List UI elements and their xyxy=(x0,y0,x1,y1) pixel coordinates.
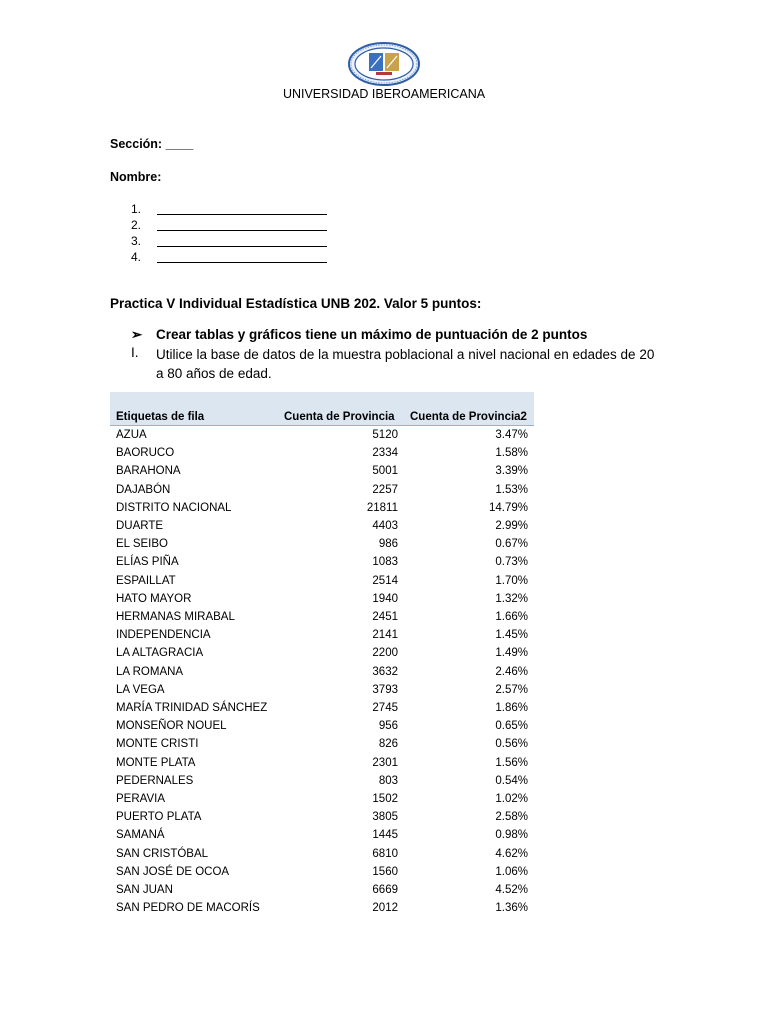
blank-line xyxy=(157,251,327,263)
percent-cell: 0.98% xyxy=(495,829,528,842)
percent-cell: 14.79% xyxy=(488,501,528,514)
province-cell: LA ROMANA xyxy=(116,665,184,678)
member-line xyxy=(131,233,327,249)
province-cell: DAJABÓN xyxy=(116,483,171,496)
table-row xyxy=(110,735,534,753)
province-cell: MONSEÑOR NOUEL xyxy=(116,720,227,733)
province-cell: BARAHONA xyxy=(116,465,181,478)
province-cell: MONTE CRISTI xyxy=(116,738,199,751)
table-row xyxy=(110,535,534,553)
item-text: Utilice la base de datos de la muestra poblacional a nivel nacional en edades de 20 a 80 años de edad. xyxy=(156,347,655,381)
count-cell: 826 xyxy=(378,738,398,751)
count-cell: 3805 xyxy=(372,811,398,824)
table-row xyxy=(110,845,534,863)
percent-cell: 4.62% xyxy=(495,847,528,860)
count-cell: 1940 xyxy=(372,592,398,605)
province-cell: INDEPENDENCIA xyxy=(116,629,211,642)
university-seal-logo xyxy=(347,41,421,87)
university-name: UNIVERSIDAD IBEROAMERICANA xyxy=(282,87,486,101)
blank-line xyxy=(157,235,327,247)
blank-line xyxy=(157,219,327,231)
percent-cell: 1.36% xyxy=(495,902,528,915)
province-cell: MARÍA TRINIDAD SÁNCHEZ xyxy=(116,702,268,715)
count-cell: 1560 xyxy=(372,865,398,878)
count-cell: 2257 xyxy=(372,483,398,496)
province-cell: ESPAILLAT xyxy=(116,574,176,587)
percent-cell: 1.45% xyxy=(495,629,528,642)
table-row xyxy=(110,808,534,826)
section-field-label: Sección: ____ xyxy=(110,137,194,151)
province-cell: EL SEIBO xyxy=(116,538,168,551)
province-cell: SAN PEDRO DE MACORÍS xyxy=(116,902,260,915)
member-number: 3. xyxy=(131,234,142,248)
table-row xyxy=(110,608,534,626)
province-cell: LA ALTAGRACIA xyxy=(116,647,204,660)
percent-cell: 0.54% xyxy=(495,774,528,787)
member-number: 1. xyxy=(131,202,142,216)
table-row xyxy=(110,663,534,681)
count-cell: 21811 xyxy=(366,501,398,514)
table-row xyxy=(110,863,534,881)
count-cell: 803 xyxy=(378,774,398,787)
member-line xyxy=(131,217,327,233)
province-cell: SAN JUAN xyxy=(116,884,173,897)
province-pivot-table xyxy=(110,392,534,917)
province-cell: BAORUCO xyxy=(116,447,175,460)
province-cell: SAMANÁ xyxy=(116,829,165,842)
province-cell: ELÍAS PIÑA xyxy=(116,556,179,569)
count-cell: 2514 xyxy=(372,574,398,587)
table-row xyxy=(110,444,534,462)
province-cell: MONTE PLATA xyxy=(116,756,196,769)
practice-title: Practica V Individual Estadística UNB 202. Valor 5 puntos: xyxy=(110,296,482,311)
instruction-item xyxy=(131,345,661,383)
percent-cell: 0.73% xyxy=(495,556,528,569)
count-cell: 3632 xyxy=(372,665,398,678)
percent-cell: 3.39% xyxy=(495,465,528,478)
table-row xyxy=(110,681,534,699)
table-row xyxy=(110,572,534,590)
name-field-label: Nombre: xyxy=(110,170,162,184)
table-row xyxy=(110,553,534,571)
table-row xyxy=(110,826,534,844)
table-row xyxy=(110,499,534,517)
column-header: Cuenta de Provincia xyxy=(278,392,404,426)
instruction-bullet xyxy=(131,327,587,343)
table-row xyxy=(110,462,534,480)
count-cell: 1445 xyxy=(372,829,398,842)
count-cell: 2301 xyxy=(372,756,398,769)
table-row xyxy=(110,899,534,917)
percent-cell: 2.46% xyxy=(495,665,528,678)
percent-cell: 1.02% xyxy=(495,793,528,806)
count-cell: 2012 xyxy=(372,902,398,915)
table-row xyxy=(110,426,534,445)
table-row xyxy=(110,881,534,899)
member-line xyxy=(131,201,327,217)
table-row xyxy=(110,481,534,499)
table-row xyxy=(110,626,534,644)
percent-cell: 0.65% xyxy=(495,720,528,733)
percent-cell: 2.58% xyxy=(495,811,528,824)
table-row xyxy=(110,772,534,790)
percent-cell: 4.52% xyxy=(495,884,528,897)
count-cell: 2451 xyxy=(372,611,398,624)
count-cell: 4403 xyxy=(372,520,398,533)
table-row xyxy=(110,590,534,608)
province-cell: HATO MAYOR xyxy=(116,592,192,605)
count-cell: 3793 xyxy=(372,683,398,696)
count-cell: 2334 xyxy=(372,447,398,460)
table-header-row xyxy=(110,392,534,426)
blank-line xyxy=(157,203,327,215)
percent-cell: 1.86% xyxy=(495,702,528,715)
province-cell: SAN JOSÉ DE OCOA xyxy=(116,865,230,878)
member-number: 4. xyxy=(131,250,142,264)
province-cell: LA VEGA xyxy=(116,683,165,696)
percent-cell: 0.56% xyxy=(495,738,528,751)
table-row xyxy=(110,717,534,735)
item-numeral: I. xyxy=(131,345,139,360)
percent-cell: 1.53% xyxy=(495,483,528,496)
member-number: 2. xyxy=(131,218,142,232)
province-cell: AZUA xyxy=(116,429,147,441)
table-row xyxy=(110,699,534,717)
province-cell: PUERTO PLATA xyxy=(116,811,202,824)
count-cell: 5120 xyxy=(372,429,398,441)
count-cell: 986 xyxy=(378,538,398,551)
percent-cell: 1.58% xyxy=(495,447,528,460)
count-cell: 2141 xyxy=(372,629,398,642)
count-cell: 6810 xyxy=(372,847,398,860)
percent-cell: 1.66% xyxy=(495,611,528,624)
percent-cell: 2.57% xyxy=(495,683,528,696)
percent-cell: 2.99% xyxy=(495,520,528,533)
province-cell: DISTRITO NACIONAL xyxy=(116,501,232,514)
count-cell: 2745 xyxy=(372,702,398,715)
column-header: Etiquetas de fila xyxy=(110,392,278,426)
province-cell: DUARTE xyxy=(116,520,164,533)
percent-cell: 1.06% xyxy=(495,865,528,878)
province-cell: SAN CRISTÓBAL xyxy=(116,847,209,860)
percent-cell: 1.70% xyxy=(495,574,528,587)
count-cell: 2200 xyxy=(372,647,398,660)
column-header: Cuenta de Provincia2 xyxy=(404,392,534,426)
province-cell: HERMANAS MIRABAL xyxy=(116,611,235,624)
percent-cell: 1.49% xyxy=(495,647,528,660)
count-cell: 5001 xyxy=(372,465,398,478)
percent-cell: 1.32% xyxy=(495,592,528,605)
percent-cell: 3.47% xyxy=(495,429,528,441)
count-cell: 6669 xyxy=(372,884,398,897)
arrow-bullet-icon: ➢ xyxy=(131,327,143,342)
province-cell: PEDERNALES xyxy=(116,774,194,787)
percent-cell: 0.67% xyxy=(495,538,528,551)
team-members-list xyxy=(131,201,327,265)
table-row xyxy=(110,790,534,808)
bullet-text: Crear tablas y gráficos tiene un máximo de puntuación de 2 puntos xyxy=(156,327,588,342)
count-cell: 956 xyxy=(378,720,398,733)
member-line xyxy=(131,249,327,265)
count-cell: 1083 xyxy=(372,556,398,569)
count-cell: 1502 xyxy=(372,793,398,806)
percent-cell: 1.56% xyxy=(495,756,528,769)
province-cell: PERAVIA xyxy=(116,793,165,806)
table-row xyxy=(110,754,534,772)
table-row xyxy=(110,644,534,662)
table-row xyxy=(110,517,534,535)
